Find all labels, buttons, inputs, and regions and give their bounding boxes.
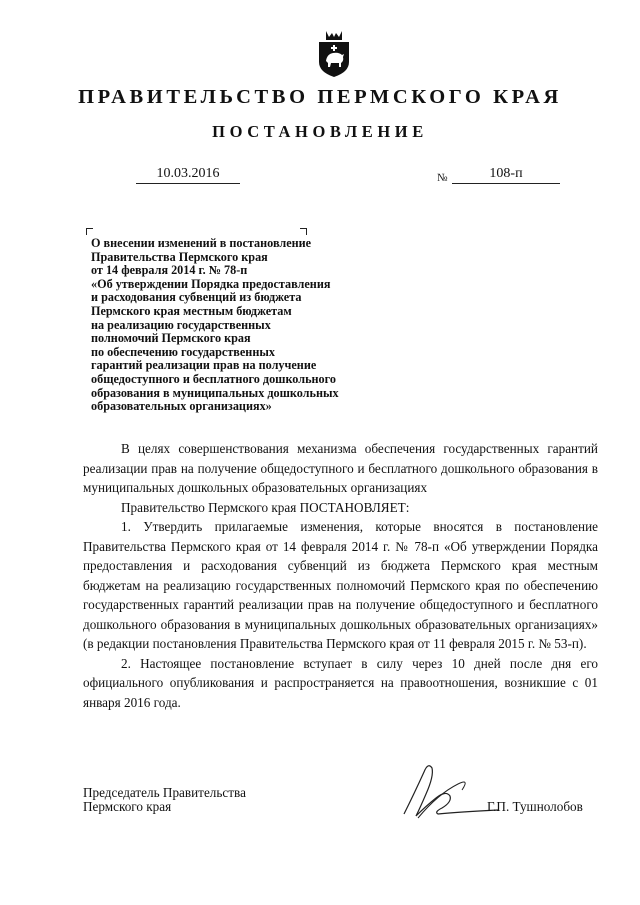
subject-bracket-right [300,228,307,235]
handwritten-signature-icon [398,754,508,826]
subject-line: образовательных организациях» [91,399,272,414]
subject-line: Правительства Пермского края [91,249,268,264]
subject-line: общедоступного и бесплатного дошкольного [91,371,336,386]
document-date: 10.03.2016 [136,166,240,184]
body-paragraph-item-1: 1. Утвердить прилагаемые изменения, которые вносятся в постановление Правительства Пермского края от 14 февраля 2014 г. № 78-п «Об утверждении Порядка предоставления и расходования субвенций из бюджета Пермского края местным бюджетам на реализацию государственных полномочий Пермского края по обеспечению государственных гарантий реализации прав на получение общедоступного и бесплатного дошкольного образования в муниципальных дошкольных образовательных организациях» (в редакции постановления Правительства Пермского края от 11 февраля 2015 г. № 53-п). [83,519,598,651]
subject-line: от 14 февраля 2014 г. № 78-п [91,263,248,278]
coat-of-arms-icon [317,28,351,78]
position-line: Председатель Правительства [83,785,246,800]
subject-line: по обеспечению государственных [91,344,275,359]
signatory-name: Г.П. Тушнолобов [487,799,583,814]
subject-bracket-left [86,228,93,235]
document-type: ПОСТАНОВЛЕНИЕ [212,122,428,141]
subject-line: О внесении изменений в постановление [91,236,312,250]
subject-line: гарантий реализации прав на получение [91,358,317,373]
body-paragraph-resolves: Правительство Пермского края ПОСТАНОВЛЯЕТ: [121,499,410,515]
document-number: 108-п [452,166,560,184]
subject-line: на реализацию государственных [91,317,271,332]
organization-title: ПРАВИТЕЛЬСТВО ПЕРМСКОГО КРАЯ [78,86,562,108]
number-sign: № [437,172,448,184]
body-paragraph-item-2: 2. Настоящее постановление вступает в силу через 10 дней после дня его официального опубликования и распространяется на правоотношения, возникшие с 01 января 2016 года. [83,655,598,710]
subject-line: «Об утверждении Порядка предоставления [91,276,331,291]
subject-line: образования в муниципальных дошкольных [91,385,339,400]
subject-line: и расходования субвенций из бюджета [91,290,302,305]
subject-line: полномочий Пермского края [91,331,251,346]
position-line: Пермского края [83,799,172,814]
document-body [83,439,598,712]
body-paragraph-preamble: В целях совершенствования механизма обеспечения государственных гарантий реализации прав на получение общедоступного и бесплатного дошкольного образования в муниципальных дошкольных образовательных организациях [83,441,598,495]
signatory-position [83,786,246,814]
document-subject [91,237,421,414]
subject-line: Пермского края местным бюджетам [91,303,292,318]
